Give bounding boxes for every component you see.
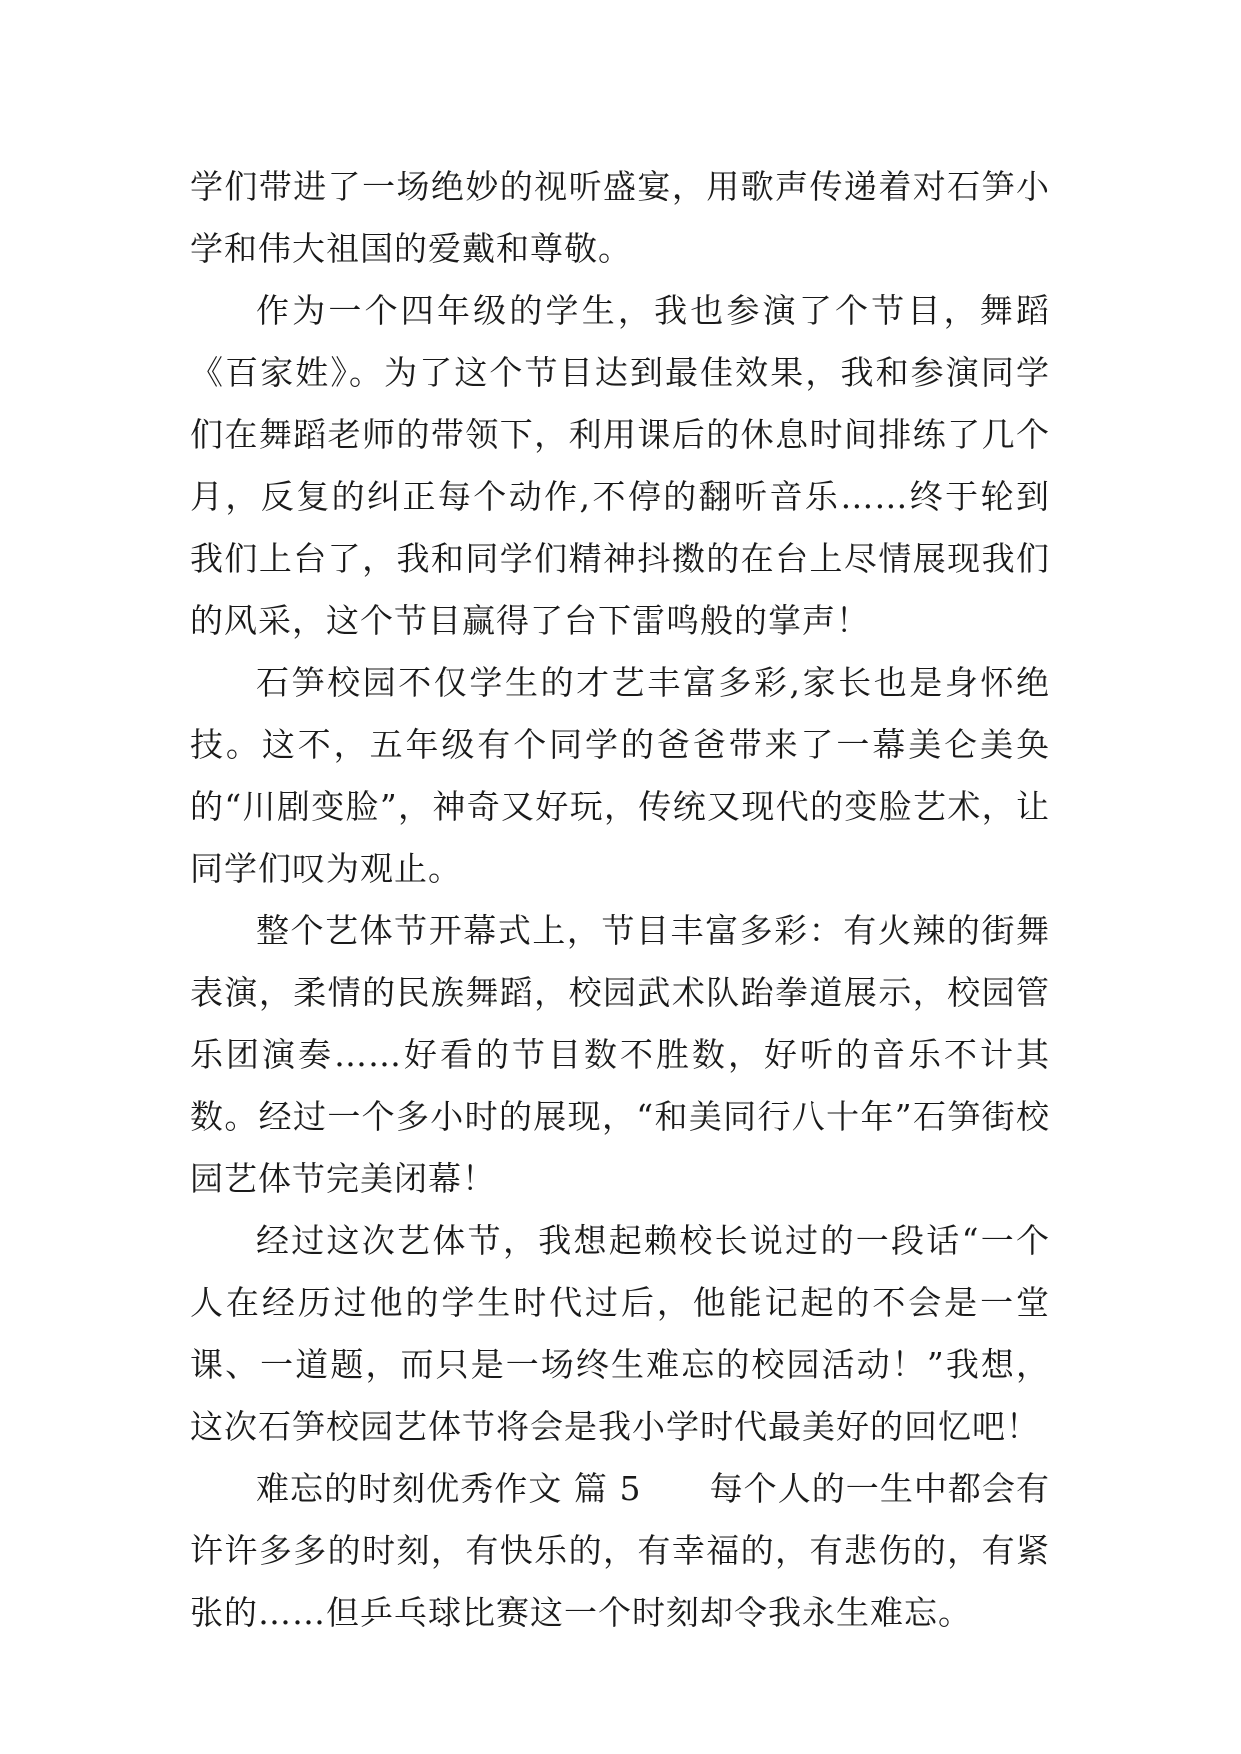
paragraph-4: 整个艺体节开幕式上，节目丰富多彩：有火辣的街舞表演，柔情的民族舞蹈，校园武术队跆拳道展示，校园管乐团演奏……好看的节目数不胜数，好听的音乐不计其数。经过一个多小时的展现，“和美同行八十年”石笋街校园艺体节完美闭幕！ [190,911,1050,1198]
paragraph-3: 石笋校园不仅学生的才艺丰富多彩,家长也是身怀绝技。这不，五年级有个同学的爸爸带来了一幕美仑美奂的“川剧变脸”，神奇又好玩，传统又现代的变脸艺术，让同学们叹为观止。 [190,663,1050,888]
paragraph-6: 难忘的时刻优秀作文 篇 5 每个人的一生中都会有许许多多的时刻，有快乐的，有幸福的，有悲伤的，有紧张的……但乒乓球比赛这一个时刻却令我永生难忘。 [190,1469,1050,1632]
paragraph-5: 经过这次艺体节，我想起赖校长说过的一段话“一个人在经历过他的学生时代过后，他能记起的不会是一堂课、一道题，而只是一场终生难忘的校园活动！”我想，这次石笋校园艺体节将会是我小学时代最美好的回忆吧！ [190,1221,1050,1446]
paragraph-2: 作为一个四年级的学生，我也参演了个节目，舞蹈《百家姓》。为了这个节目达到最佳效果，我和参演同学们在舞蹈老师的带领下，利用课后的休息时间排练了几个月，反复的纠正每个动作,不停的翻听音乐……终于轮到我们上台了，我和同学们精神抖擞的在台上尽情展现我们的风采，这个节目赢得了台下雷鸣般的掌声！ [190,291,1050,640]
paragraph-1: 学们带进了一场绝妙的视听盛宴，用歌声传递着对石笋小学和伟大祖国的爱戴和尊敬。 [190,167,1050,268]
document-body [190,156,1050,1644]
